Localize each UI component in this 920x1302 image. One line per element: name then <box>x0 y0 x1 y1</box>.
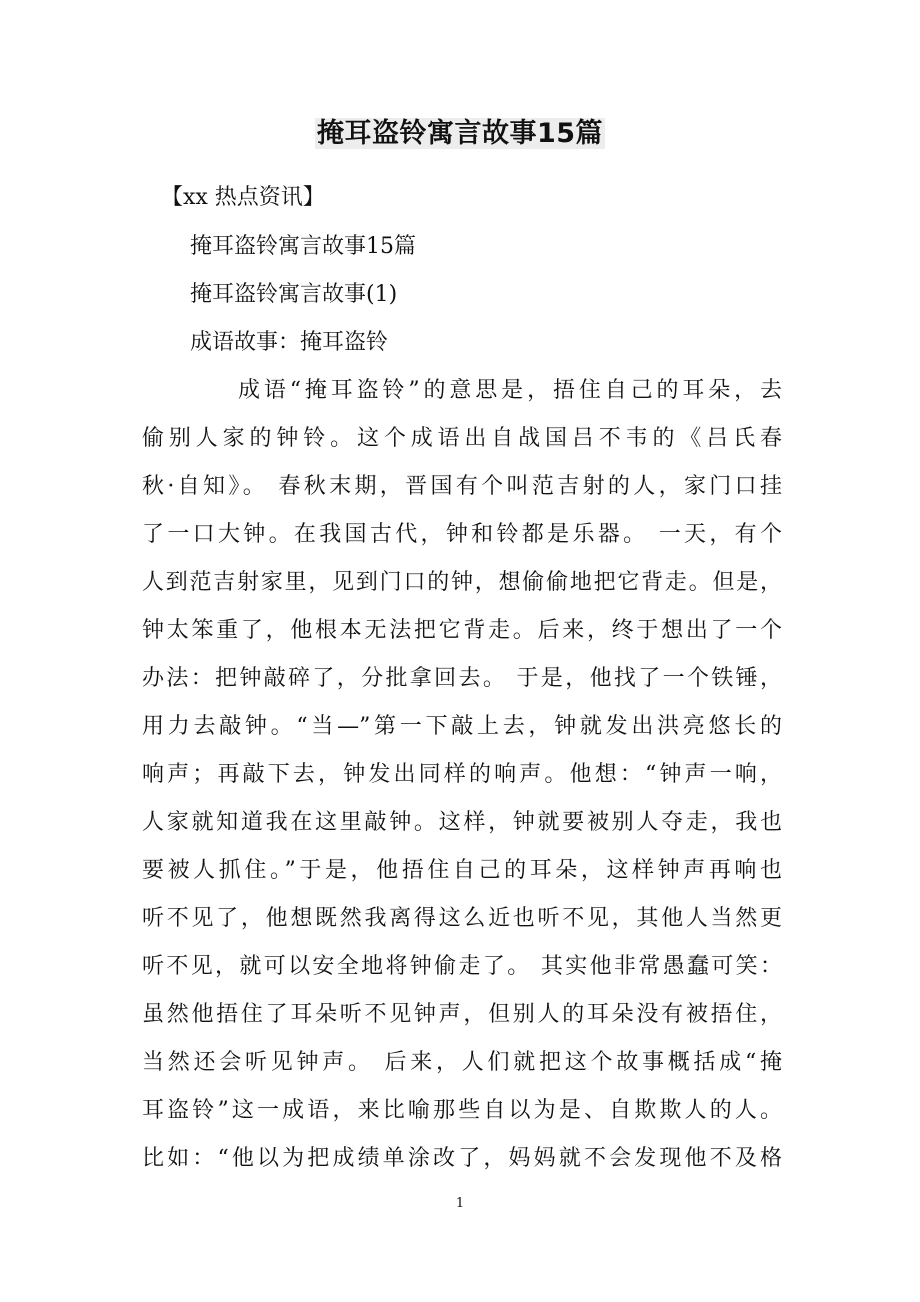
body-line: 钟太笨重了，他根本无法把它背走。后来，终于想出了一个 <box>142 618 782 643</box>
page-number: 1 <box>455 1196 465 1211</box>
body-line: 要被人抓住。”于是，他捂住自己的耳朵，这样钟声再响也 <box>142 858 782 883</box>
subtitle-story-1: 掩耳盗铃寓言故事(1) <box>190 282 398 307</box>
body-line: 当然还会听见钟声。 后来，人们就把这个故事概括成“掩 <box>142 1050 782 1075</box>
body-line: 偷别人家的钟铃。这个成语出自战国吕不韦的《吕氏春 <box>142 426 782 451</box>
body-line: 了一口大钟。在我国古代，钟和铃都是乐器。 一天，有个 <box>142 522 782 547</box>
subtitle-idiom-story: 成语故事：掩耳盗铃 <box>190 330 389 355</box>
body-line: 比如：“他以为把成绩单涂改了，妈妈就不会发现他不及格 <box>142 1146 782 1171</box>
body-line: 办法：把钟敲碎了，分批拿回去。 于是，他找了一个铁锤， <box>142 666 782 691</box>
body-line: 人到范吉射家里，见到门口的钟，想偷偷地把它背走。但是， <box>142 570 782 595</box>
body-line: 虽然他捂住了耳朵听不见钟声，但别人的耳朵没有被捂住， <box>142 1002 782 1027</box>
body-line: 响声；再敲下去，钟发出同样的响声。他想：“钟声一响， <box>142 762 782 787</box>
body-line: 听不见了，他想既然我离得这么近也听不见，其他人当然更 <box>142 906 782 931</box>
body-line: 耳盗铃”这一成语，来比喻那些自以为是、自欺欺人的人。 <box>142 1098 782 1123</box>
meta-tag: 【xx 热点资讯】 <box>161 185 325 210</box>
body-paragraph <box>142 376 782 1192</box>
body-line: 用力去敲钟。“当—”第一下敲上去，钟就发出洪亮悠长的 <box>142 714 782 739</box>
subtitle-collection: 掩耳盗铃寓言故事15篇 <box>190 234 416 259</box>
document-title-text: 掩耳盗铃寓言故事15篇 <box>316 118 604 149</box>
body-line: 秋·自知》。 春秋末期，晋国有个叫范吉射的人，家门口挂 <box>142 474 782 499</box>
body-line: 成语“掩耳盗铃”的意思是，捂住自己的耳朵，去 <box>238 378 782 403</box>
body-line: 听不见，就可以安全地将钟偷走了。 其实他非常愚蠢可笑： <box>142 954 782 979</box>
body-line: 人家就知道我在这里敲钟。这样，钟就要被别人夺走，我也 <box>142 810 782 835</box>
document-title <box>0 114 920 154</box>
